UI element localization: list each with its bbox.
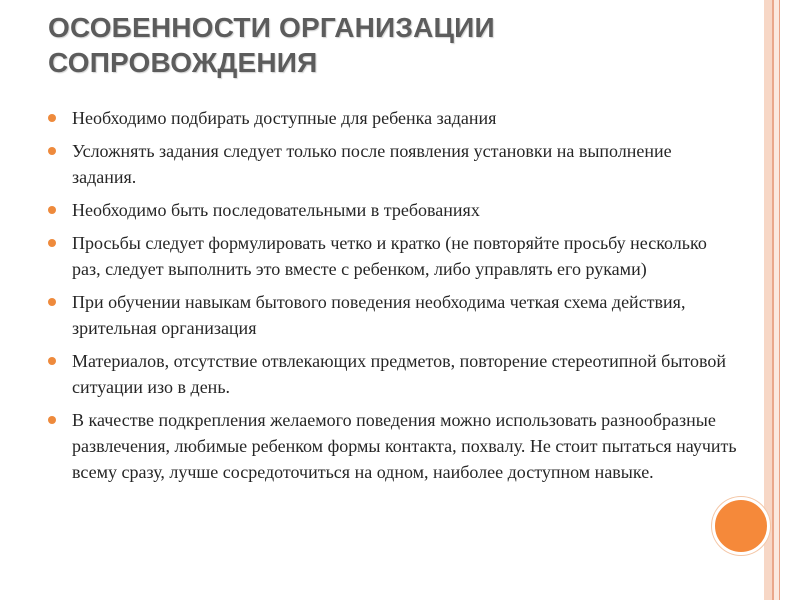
bullet-text: В качестве подкрепления желаемого поведения можно использовать разнообразные развлечения, любимые ребенком формы контакта, похвалу. Не стоит пытаться научить всему сразу, лучше сосредоточиться на одном, наиболее доступном навыке. <box>72 410 737 482</box>
slide-title <box>48 10 688 80</box>
bullet-item <box>48 289 738 341</box>
bullet-text: Необходимо быть последовательными в требованиях <box>72 200 480 220</box>
bullet-dot-icon <box>48 239 56 247</box>
bullet-list <box>48 105 738 492</box>
bullet-text: Просьбы следует формулировать четко и кратко (не повторяйте просьбу несколько раз, следует выполнить это вместе с ребенком, либо управлять его руками) <box>72 233 707 279</box>
bullet-dot-icon <box>48 114 56 122</box>
bullet-item <box>48 230 738 282</box>
bullet-dot-icon <box>48 206 56 214</box>
bullet-dot-icon <box>48 147 56 155</box>
slide-title-line-1: ОСОБЕННОСТИ ОРГАНИЗАЦИИ <box>48 12 495 43</box>
bullet-item <box>48 138 738 190</box>
bullet-item <box>48 407 738 485</box>
bullet-text: При обучении навыкам бытового поведения необходима четкая схема действия, зрительная организация <box>72 292 686 338</box>
bullet-dot-icon <box>48 357 56 365</box>
bullet-item <box>48 105 738 131</box>
bullet-dot-icon <box>48 298 56 306</box>
bullet-text: Усложнять задания следует только после появления установки на выполнение задания. <box>72 141 672 187</box>
bullet-item <box>48 348 738 400</box>
bullet-text: Материалов, отсутствие отвлекающих предметов, повторение стереотипной бытовой ситуации изо в день. <box>72 351 727 397</box>
slide-title-line-2: СОПРОВОЖДЕНИЯ <box>48 47 318 78</box>
bullet-text: Необходимо подбирать доступные для ребенка задания <box>72 108 497 128</box>
bullet-item <box>48 197 738 223</box>
bullet-dot-icon <box>48 416 56 424</box>
slide-margin <box>784 0 800 600</box>
decorative-orange-circle <box>712 497 770 555</box>
decorative-stripe-line-outer <box>779 0 780 600</box>
